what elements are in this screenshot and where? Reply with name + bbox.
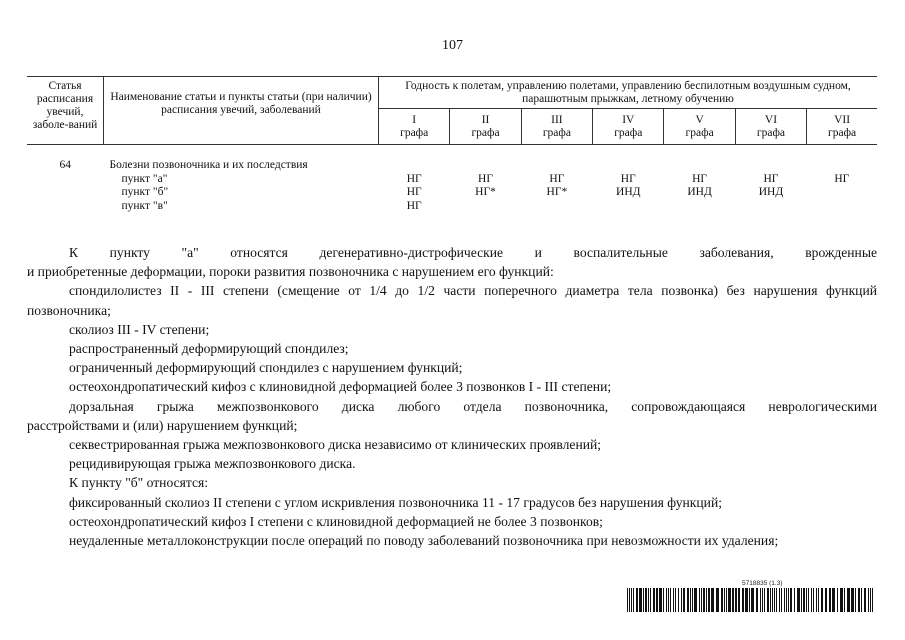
barcode-bar	[708, 588, 710, 612]
grafa-number: III	[551, 114, 563, 126]
paragraph: позвоночника;	[27, 302, 111, 318]
barcode-bar	[770, 588, 771, 612]
body-text	[27, 243, 877, 550]
barcode-bar	[808, 588, 809, 612]
table-row	[27, 200, 877, 214]
table-cell	[450, 200, 521, 214]
barcode-bar	[837, 588, 838, 612]
table-body	[27, 145, 877, 214]
barcode-bar	[829, 588, 831, 612]
page-number: 107	[442, 38, 463, 53]
table-cell: ИНД	[758, 186, 784, 198]
barcode-bar	[663, 588, 664, 612]
table-cell	[593, 200, 664, 214]
header-grafa-4	[593, 109, 664, 145]
article-row	[27, 159, 877, 173]
barcode-bar	[818, 588, 819, 612]
grafa-number: VI	[764, 114, 778, 126]
barcode-bar	[821, 588, 823, 612]
grafa-word: графа	[542, 127, 571, 139]
barcode-bar	[732, 588, 734, 612]
barcode-bar	[779, 588, 780, 612]
barcode-bar	[694, 588, 697, 612]
barcode-bar	[840, 588, 843, 612]
barcode-bar	[659, 588, 662, 612]
barcode-bar	[690, 588, 691, 612]
header-grafa-1	[379, 109, 450, 145]
table-cell: НГ	[549, 172, 565, 185]
barcode-bar	[701, 588, 702, 612]
paragraph: спондилолистез II - III степени (смещение от 1/4 до 1/2 части поперечного диаметра тела позвонка) без нарушения функций	[69, 283, 877, 299]
barcode-bar	[645, 588, 647, 612]
barcode-bar	[813, 588, 814, 612]
barcode-bar	[756, 588, 758, 612]
paragraph: К пункту "б" относятся:	[69, 475, 209, 491]
barcode-bar	[726, 588, 727, 612]
table-cell: НГ	[406, 172, 422, 185]
barcode-bar	[772, 588, 773, 612]
barcode-bar	[681, 588, 682, 612]
barcode-bar	[801, 588, 802, 612]
row-label: пункт "а"	[121, 172, 168, 185]
barcode-bar	[627, 588, 628, 612]
grafa-number: I	[412, 114, 417, 126]
barcode-label: 5718835 (1.3)	[742, 580, 783, 587]
barcode-bar	[633, 588, 634, 612]
barcode-bar	[784, 588, 785, 612]
barcode-bar	[762, 588, 763, 612]
paragraph: и приобретенные деформации, пороки развития позвоночника с нарушением его функций:	[27, 264, 554, 280]
table-cell: НГ	[406, 199, 422, 212]
barcode-bar	[825, 588, 827, 612]
table-cell	[664, 200, 735, 214]
barcode-bar	[653, 588, 655, 612]
barcode-bar	[749, 588, 750, 612]
grafa-number: II	[481, 114, 490, 126]
grafa-word: графа	[400, 127, 429, 139]
paragraph: расстройствами и (или) нарушением функций;	[27, 417, 298, 433]
paragraph: дорзальная грыжа межпозвонкового диска любого отдела позвоночника, сопровождающаяся неврологическими	[69, 398, 877, 414]
barcode-bar	[760, 588, 761, 612]
table-cell	[807, 200, 877, 214]
paragraph: остеохондропатический кифоз с клиновидной деформацией более 3 позвонков I - III степени;	[69, 379, 612, 395]
paragraph: рецидивирующая грыжа межпозвонкового диска.	[69, 456, 356, 472]
article-title: Болезни позвоночника и их последствия	[109, 159, 308, 171]
barcode-bar	[788, 588, 789, 612]
barcode-bar	[858, 588, 860, 612]
paragraph: сколиоз III - IV степени;	[69, 321, 210, 337]
row-label: пункт "б"	[121, 186, 169, 198]
barcode-bar	[868, 588, 869, 612]
header-grafa-6	[735, 109, 806, 145]
barcode-bar	[675, 588, 676, 612]
paragraph: распространенный деформирующий спондилез;	[69, 341, 349, 357]
header-grafa-2	[450, 109, 521, 145]
barcode-bar	[643, 588, 644, 612]
grafa-word: графа	[685, 127, 714, 139]
barcode-bar	[764, 588, 765, 612]
paragraph: остеохондропатический кифоз I степени с клиновидной деформацией не более 3 позвонков;	[69, 513, 603, 529]
header-name: Наименование статьи и пункты статьи (при наличии) расписания увечий, заболеваний	[104, 77, 379, 145]
barcode-bar	[678, 588, 679, 612]
grafa-word: графа	[471, 127, 500, 139]
table-cell: НГ	[763, 172, 779, 185]
barcode-bar	[629, 588, 630, 612]
barcode-bar	[670, 588, 671, 612]
barcode-bar	[721, 588, 723, 612]
barcode-bar	[774, 588, 775, 612]
barcode-bar	[648, 588, 649, 612]
table-cell: НГ*	[475, 186, 496, 198]
barcode-bar	[797, 588, 800, 612]
barcode-bar	[711, 588, 714, 612]
barcode-bar	[861, 588, 862, 612]
barcode-bar	[706, 588, 707, 612]
barcode-bar	[656, 588, 658, 612]
barcode-bar	[751, 588, 754, 612]
grafa-number: IV	[622, 114, 635, 126]
table-cell: НГ	[406, 186, 422, 198]
barcode-bar	[811, 588, 812, 612]
header-grafa-3	[521, 109, 592, 145]
barcode-bar	[639, 588, 642, 612]
paragraph: ограниченный деформирующий спондилез с нарушением функций;	[69, 360, 463, 376]
paragraph: фиксированный сколиоз II степени с углом искривления позвоночника 11 - 17 градусов без нарушения функций;	[69, 494, 723, 510]
barcode-bar	[794, 588, 795, 612]
grafa-number: V	[695, 114, 704, 126]
barcode-bar	[738, 588, 740, 612]
grafa-number: VII	[834, 114, 851, 126]
table-cell: ИНД	[687, 186, 712, 198]
barcode-bar	[735, 588, 737, 612]
barcode	[627, 588, 875, 612]
barcode-bar	[790, 588, 792, 612]
barcode-bar	[776, 588, 777, 612]
table-cell: НГ	[692, 172, 708, 185]
header-group: Годность к полетам, управлению полетами, управлению беспилотным воздушным судном, парашютным прыжкам, летному обучению	[379, 77, 878, 109]
barcode-bar	[816, 588, 817, 612]
grafa-word: графа	[828, 127, 857, 139]
table-cell: НГ	[478, 172, 494, 185]
table-cell: НГ	[620, 172, 636, 185]
paragraph: К пункту "а" относятся дегенеративно-дистрофические и воспалительные заболевания, врожденные	[69, 245, 877, 260]
barcode-bar	[767, 588, 769, 612]
table-cell: ИНД	[616, 186, 641, 198]
table-row	[27, 173, 877, 187]
barcode-bar	[687, 588, 689, 612]
barcode-bar	[673, 588, 674, 612]
table-cell	[521, 200, 592, 214]
grafa-word: графа	[756, 127, 786, 139]
barcode-bar	[699, 588, 700, 612]
barcode-bar	[786, 588, 787, 612]
paragraph: секвестрированная грыжа межпозвонкового диска независимо от клинических проявлений;	[69, 437, 602, 453]
table-cell: НГ	[834, 172, 850, 185]
barcode-bar	[781, 588, 782, 612]
barcode-bar	[864, 588, 866, 612]
barcode-bar	[844, 588, 845, 612]
barcode-bar	[806, 588, 807, 612]
paragraph: неудаленные металлоконструкции после операций по поводу заболеваний позвоночника при невозможности их удаления;	[69, 533, 779, 549]
header-article: Статья расписания увечий, заболе-ваний	[27, 77, 104, 145]
barcode-bar	[724, 588, 725, 612]
barcode-bar	[692, 588, 693, 612]
barcode-bar	[703, 588, 705, 612]
barcode-bar	[631, 588, 632, 612]
barcode-bar	[636, 588, 638, 612]
barcode-bar	[668, 588, 669, 612]
table-row	[27, 186, 877, 200]
barcode-bar	[872, 588, 873, 612]
table-cell: НГ*	[546, 186, 568, 198]
barcode-bar	[666, 588, 667, 612]
barcode-bar	[851, 588, 854, 612]
barcode-bar	[832, 588, 835, 612]
barcode-bar	[716, 588, 719, 612]
barcode-bar	[683, 588, 685, 612]
grafa-word: графа	[614, 127, 643, 139]
barcode-bar	[870, 588, 871, 612]
fitness-table	[27, 76, 877, 213]
barcode-bar	[742, 588, 744, 612]
barcode-bar	[650, 588, 651, 612]
header-grafa-5	[664, 109, 735, 145]
barcode-bar	[847, 588, 850, 612]
table-cell	[807, 186, 877, 200]
row-label: пункт "в"	[121, 199, 168, 212]
header-grafa-7	[807, 109, 877, 145]
barcode-bar	[728, 588, 731, 612]
barcode-bar	[855, 588, 856, 612]
article-number: 64	[59, 159, 71, 171]
table-cell	[735, 200, 806, 214]
barcode-bar	[745, 588, 748, 612]
barcode-bar	[803, 588, 805, 612]
